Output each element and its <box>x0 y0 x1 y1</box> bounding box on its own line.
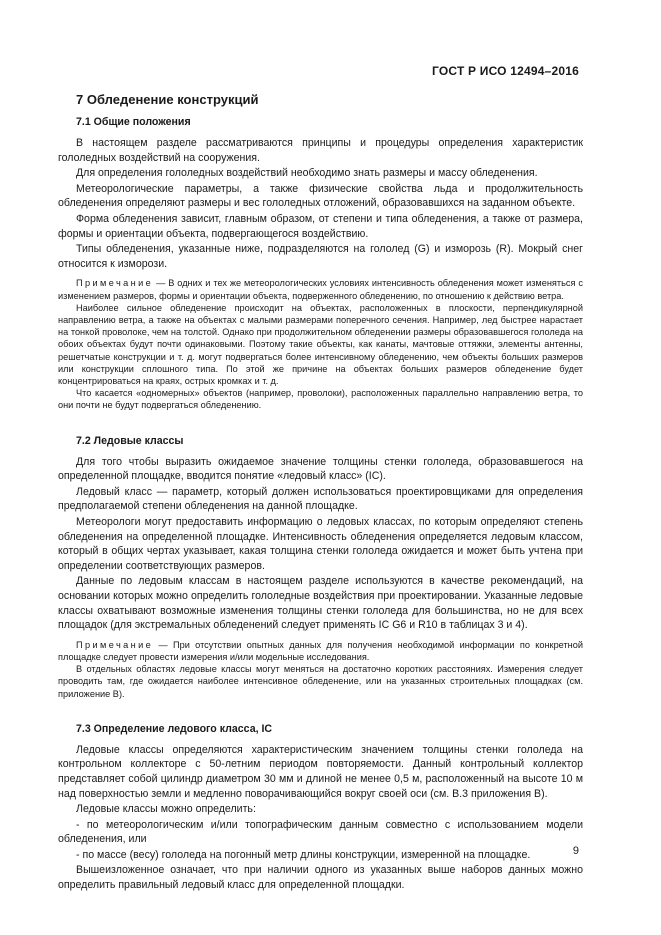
paragraph: Для того чтобы выразить ожидаемое значение толщины стенки гололеда, образовавшегося на определенной площадке, вводится понятие «ледовый класс» (IC). <box>58 455 583 483</box>
paragraph: Ледовые классы можно определить: <box>76 803 256 816</box>
note-label: Примечание <box>76 278 154 289</box>
note-text: — В одних и тех же метеорологических условиях интенсивность обледенения может изменяться с изменением размеров, формы и ориентации объекта, подверженного обледенению, по отношению к действию ветра. <box>58 278 583 301</box>
document-standard-code: ГОСТ Р ИСО 12494–2016 <box>432 64 579 78</box>
paragraph: В настоящем разделе рассматриваются принципы и процедуры определения характеристик гололедных воздействий на сооружения. <box>58 137 583 164</box>
paragraph: Данные по ледовым классам в настоящем разделе используются в качестве рекомендаций, на основании которых можно определить гололедные воздействия при проектировании. Указанные ледовые классы охватывают возможные изменения толщины стенки гололеда для большинства, но не для всех площадок (для экстремальных обледенений следует применять IC G6 и R10 в таблицах 3 и 4). <box>58 575 583 632</box>
paragraph: Метеорологи могут предоставить информацию о ледовых классах, по которым определяют степень обледенения на определенной площадке. Интенсивность обледенения определяется ледовым классом, который в общих чертах указывает, какая толщина стенки гололеда ожидается и может быть учтена при определении соответствующих размеров. <box>58 515 583 572</box>
paragraph: Форма обледенения зависит, главным образом, от степени и типа обледенения, а также от размера, формы и ориентации объекта, подвергающегося воздействию. <box>58 212 583 240</box>
list-item: - по метеорологическим и/или топографическим данным совместно с использованием модели обледенения, или <box>58 818 583 846</box>
paragraph: Для определения гололедных воздействий необходимо знать размеры и массу обледенения. <box>76 167 538 180</box>
section-title: 7 Обледенение конструкций <box>76 92 259 107</box>
paragraph: Ледовый класс — параметр, который должен использоваться проектировщиками для определения предполагаемой степени обледенения на данной площадке. <box>58 485 583 513</box>
note-paragraph: В отдельных областях ледовые классы могут меняться на достаточно коротких расстояниях. Измерения следует проводить там, где ожидается наиболее интенсивное обледенение, или на указанных строительных площадках (см. приложение В). <box>58 664 583 699</box>
note-text: — При отсутствии опытных данных для получения необходимой информации по конкретной площадке следует провести измерения и/или модельные исследования. <box>58 639 584 662</box>
note <box>58 277 583 301</box>
subsection-title-7-3: 7.3 Определение ледового класса, IC <box>76 722 273 735</box>
subsection-title-7-2: 7.2 Ледовые классы <box>76 434 184 447</box>
note-paragraph: Наиболее сильное обледенение происходит на объектах, расположенных в плоскости, перпендикулярной направлению ветра, а также на объектах с малыми размерами поперечного сечения. Например, лед быстрее нарастает на тонкой проволоке, чем на толстой. Однако при продолжительном обледенении размеры образовавшегося гололеда на обоих объектах будут почти одинаковыми. Поэтому такие объекты, как канаты, мачтовые оттяжки, элементы антенны, решетчатые конструкции и т. д. могут подвергаться более интенсивному обледенению, чем объекты больших размеров или конструкции сплошного типа. По этой же причине на объектах больших размеров обледенение будет концентрироваться на краях, острых кромках и т. д. <box>58 302 583 386</box>
page-number: 9 <box>572 845 579 857</box>
note-label: Примечание <box>76 639 154 650</box>
paragraph: Ледовые классы определяются характеристическим значением толщины стенки гололеда на контрольном коллекторе с 50-летним периодом повторяемости. Данный контрольный коллектор представляет собой цилиндр диаметром 30 мм и длиной не менее 0,5 м, расположенный на высоте 10 м над поверхностью земли и медленно поворачивающийся вокруг своей оси (см. В.3 приложения В). <box>58 743 583 800</box>
subsection-title-7-1: 7.1 Общие положения <box>76 116 191 128</box>
note <box>58 639 583 663</box>
paragraph: Метеорологические параметры, а также физические свойства льда и продолжительность обледенения определяют размеры и вес гололедных отложений, образовавшихся на заданном объекте. <box>58 182 583 210</box>
note-paragraph: Что касается «одномерных» объектов (например, проволоки), расположенных параллельно направлению ветра, то они почти не будут подвергаться обледенению. <box>58 388 583 411</box>
list-item: - по массе (весу) гололеда на погонный метр длины конструкции, измеренной на площадке. <box>76 848 531 861</box>
paragraph: Вышеизложенное означает, что при наличии одного из указанных выше наборов данных можно определить правильный ледовый класс для определенной площадки. <box>58 864 583 892</box>
page-content <box>58 92 583 893</box>
paragraph: Типы обледенения, указанные ниже, подразделяются на гололед (G) и изморозь (R). Мокрый снег относится к изморози. <box>58 243 583 270</box>
